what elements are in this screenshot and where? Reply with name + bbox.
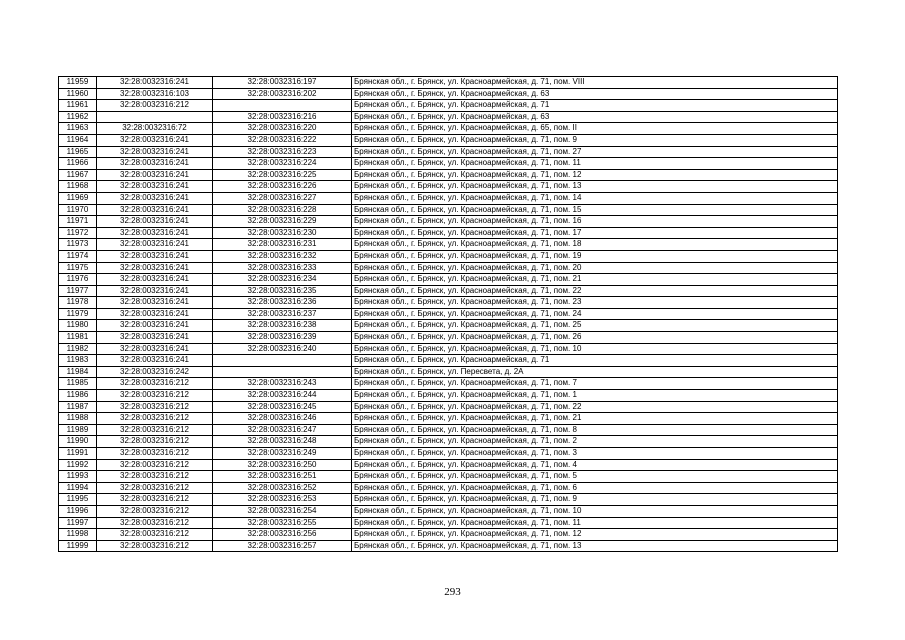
table-row [59, 204, 838, 216]
address-cell: Брянская обл., г. Брянск, ул. Красноармейская, д. 71, пом. 27 [352, 146, 838, 158]
cadastral-number-cell: 32:28:0032316:245 [213, 401, 352, 413]
address-cell: Брянская обл., г. Брянск, ул. Красноармейская, д. 71, пом. 20 [352, 262, 838, 274]
address-cell: Брянская обл., г. Брянск, ул. Красноармейская, д. 63 [352, 88, 838, 100]
cadastral-number-cell: 32:28:0032316:253 [213, 494, 352, 506]
row-number-cell: 11974 [59, 250, 97, 262]
parent-cadastral-number-cell: 32:28:0032316:241 [97, 216, 213, 228]
row-number-cell: 11989 [59, 424, 97, 436]
address-cell: Брянская обл., г. Брянск, ул. Красноармейская, д. 71, пом. 12 [352, 169, 838, 181]
address-cell: Брянская обл., г. Брянск, ул. Красноармейская, д. 65, пом. II [352, 123, 838, 135]
row-number-cell: 11981 [59, 332, 97, 344]
table-row [59, 88, 838, 100]
address-cell: Брянская обл., г. Брянск, ул. Красноармейская, д. 71, пом. 4 [352, 459, 838, 471]
parent-cadastral-number-cell: 32:28:0032316:103 [97, 88, 213, 100]
parent-cadastral-number-cell: 32:28:0032316:212 [97, 494, 213, 506]
parent-cadastral-number-cell: 32:28:0032316:241 [97, 285, 213, 297]
cadastral-number-cell: 32:28:0032316:236 [213, 297, 352, 309]
cadastral-number-cell: 32:28:0032316:244 [213, 390, 352, 402]
row-number-cell: 11967 [59, 169, 97, 181]
address-cell: Брянская обл., г. Брянск, ул. Пересвета, д. 2А [352, 366, 838, 378]
cadastral-number-cell: 32:28:0032316:246 [213, 413, 352, 425]
row-number-cell: 11992 [59, 459, 97, 471]
address-cell: Брянская обл., г. Брянск, ул. Красноармейская, д. 71, пом. 11 [352, 158, 838, 170]
cadastral-number-cell: 32:28:0032316:231 [213, 239, 352, 251]
table-row [59, 332, 838, 344]
cadastral-number-cell: 32:28:0032316:225 [213, 169, 352, 181]
parent-cadastral-number-cell: 32:28:0032316:212 [97, 482, 213, 494]
row-number-cell: 11996 [59, 505, 97, 517]
cadastral-number-cell: 32:28:0032316:254 [213, 505, 352, 517]
parent-cadastral-number-cell: 32:28:0032316:212 [97, 413, 213, 425]
cadastral-number-cell: 32:28:0032316:233 [213, 262, 352, 274]
table-row [59, 216, 838, 228]
address-cell: Брянская обл., г. Брянск, ул. Красноармейская, д. 71, пом. 1 [352, 390, 838, 402]
address-cell: Брянская обл., г. Брянск, ул. Красноармейская, д. 71, пом. 3 [352, 448, 838, 460]
parent-cadastral-number-cell: 32:28:0032316:212 [97, 100, 213, 112]
address-cell: Брянская обл., г. Брянск, ул. Красноармейская, д. 71, пом. 22 [352, 285, 838, 297]
row-number-cell: 11982 [59, 343, 97, 355]
row-number-cell: 11976 [59, 274, 97, 286]
address-cell: Брянская обл., г. Брянск, ул. Красноармейская, д. 71, пом. 26 [352, 332, 838, 344]
cadastral-number-cell: 32:28:0032316:239 [213, 332, 352, 344]
row-number-cell: 11975 [59, 262, 97, 274]
cadastral-number-cell: 32:28:0032316:222 [213, 134, 352, 146]
row-number-cell: 11984 [59, 366, 97, 378]
address-cell: Брянская обл., г. Брянск, ул. Красноармейская, д. 71, пом. 25 [352, 320, 838, 332]
row-number-cell: 11978 [59, 297, 97, 309]
address-cell: Брянская обл., г. Брянск, ул. Красноармейская, д. 71, пом. 2 [352, 436, 838, 448]
parent-cadastral-number-cell: 32:28:0032316:72 [97, 123, 213, 135]
address-cell: Брянская обл., г. Брянск, ул. Красноармейская, д. 71, пом. 9 [352, 494, 838, 506]
table-row [59, 100, 838, 112]
table-row [59, 123, 838, 135]
row-number-cell: 11987 [59, 401, 97, 413]
parent-cadastral-number-cell: 32:28:0032316:241 [97, 158, 213, 170]
parent-cadastral-number-cell: 32:28:0032316:212 [97, 471, 213, 483]
row-number-cell: 11960 [59, 88, 97, 100]
address-cell: Брянская обл., г. Брянск, ул. Красноармейская, д. 71, пом. 24 [352, 308, 838, 320]
parent-cadastral-number-cell: 32:28:0032316:241 [97, 169, 213, 181]
address-cell: Брянская обл., г. Брянск, ул. Красноармейская, д. 71 [352, 355, 838, 367]
cadastral-number-cell: 32:28:0032316:230 [213, 227, 352, 239]
address-cell: Брянская обл., г. Брянск, ул. Красноармейская, д. 71, пом. 6 [352, 482, 838, 494]
parent-cadastral-number-cell: 32:28:0032316:212 [97, 424, 213, 436]
cadastral-number-cell [213, 100, 352, 112]
table-row [59, 529, 838, 541]
parent-cadastral-number-cell: 32:28:0032316:212 [97, 401, 213, 413]
parent-cadastral-number-cell: 32:28:0032316:212 [97, 540, 213, 552]
table-row [59, 134, 838, 146]
cadastral-number-cell: 32:28:0032316:197 [213, 77, 352, 89]
address-cell: Брянская обл., г. Брянск, ул. Красноармейская, д. 71, пом. VIII [352, 77, 838, 89]
table-row [59, 448, 838, 460]
cadastral-number-cell [213, 355, 352, 367]
table-row [59, 401, 838, 413]
parent-cadastral-number-cell: 32:28:0032316:242 [97, 366, 213, 378]
parent-cadastral-number-cell: 32:28:0032316:241 [97, 77, 213, 89]
address-cell: Брянская обл., г. Брянск, ул. Красноармейская, д. 71, пом. 21 [352, 413, 838, 425]
cadastral-number-cell: 32:28:0032316:216 [213, 111, 352, 123]
row-number-cell: 11998 [59, 529, 97, 541]
parent-cadastral-number-cell: 32:28:0032316:241 [97, 262, 213, 274]
parent-cadastral-number-cell: 32:28:0032316:212 [97, 529, 213, 541]
parent-cadastral-number-cell: 32:28:0032316:241 [97, 332, 213, 344]
cadastral-number-cell: 32:28:0032316:235 [213, 285, 352, 297]
row-number-cell: 11959 [59, 77, 97, 89]
address-cell: Брянская обл., г. Брянск, ул. Красноармейская, д. 71, пом. 21 [352, 274, 838, 286]
parent-cadastral-number-cell: 32:28:0032316:241 [97, 297, 213, 309]
cadastral-number-cell: 32:28:0032316:247 [213, 424, 352, 436]
row-number-cell: 11964 [59, 134, 97, 146]
row-number-cell: 11990 [59, 436, 97, 448]
address-cell: Брянская обл., г. Брянск, ул. Красноармейская, д. 71, пом. 17 [352, 227, 838, 239]
cadastral-number-cell: 32:28:0032316:240 [213, 343, 352, 355]
cadastral-number-cell: 32:28:0032316:223 [213, 146, 352, 158]
page-number: 293 [444, 586, 461, 598]
table-row [59, 517, 838, 529]
cadastral-number-cell: 32:28:0032316:250 [213, 459, 352, 471]
table-body [59, 77, 838, 552]
cadastral-number-cell: 32:28:0032316:228 [213, 204, 352, 216]
parent-cadastral-number-cell: 32:28:0032316:241 [97, 274, 213, 286]
cadastral-number-cell: 32:28:0032316:251 [213, 471, 352, 483]
cadastral-number-cell: 32:28:0032316:249 [213, 448, 352, 460]
address-cell: Брянская обл., г. Брянск, ул. Красноармейская, д. 71, пом. 13 [352, 181, 838, 193]
address-cell: Брянская обл., г. Брянск, ул. Красноармейская, д. 71, пом. 10 [352, 343, 838, 355]
row-number-cell: 11988 [59, 413, 97, 425]
table-row [59, 482, 838, 494]
table-row [59, 169, 838, 181]
cadastral-number-cell [213, 366, 352, 378]
parent-cadastral-number-cell: 32:28:0032316:212 [97, 378, 213, 390]
parent-cadastral-number-cell: 32:28:0032316:241 [97, 239, 213, 251]
row-number-cell: 11970 [59, 204, 97, 216]
cadastral-number-cell: 32:28:0032316:227 [213, 192, 352, 204]
cadastral-number-cell: 32:28:0032316:243 [213, 378, 352, 390]
row-number-cell: 11965 [59, 146, 97, 158]
row-number-cell: 11966 [59, 158, 97, 170]
cadastral-number-cell: 32:28:0032316:220 [213, 123, 352, 135]
row-number-cell: 11971 [59, 216, 97, 228]
row-number-cell: 11962 [59, 111, 97, 123]
cadastral-number-cell: 32:28:0032316:202 [213, 88, 352, 100]
table-row [59, 158, 838, 170]
cadastral-number-cell: 32:28:0032316:226 [213, 181, 352, 193]
table-row [59, 192, 838, 204]
cadastral-number-cell: 32:28:0032316:229 [213, 216, 352, 228]
table-row [59, 181, 838, 193]
table-row [59, 355, 838, 367]
row-number-cell: 11993 [59, 471, 97, 483]
cadastral-number-cell: 32:28:0032316:234 [213, 274, 352, 286]
parent-cadastral-number-cell: 32:28:0032316:212 [97, 517, 213, 529]
parent-cadastral-number-cell: 32:28:0032316:241 [97, 355, 213, 367]
parent-cadastral-number-cell: 32:28:0032316:241 [97, 192, 213, 204]
table-row [59, 436, 838, 448]
cadastral-number-cell: 32:28:0032316:248 [213, 436, 352, 448]
address-cell: Брянская обл., г. Брянск, ул. Красноармейская, д. 71 [352, 100, 838, 112]
cadastral-number-cell: 32:28:0032316:256 [213, 529, 352, 541]
cadastral-number-cell: 32:28:0032316:257 [213, 540, 352, 552]
table-row [59, 262, 838, 274]
parent-cadastral-number-cell: 32:28:0032316:241 [97, 227, 213, 239]
parent-cadastral-number-cell: 32:28:0032316:212 [97, 448, 213, 460]
cadastral-number-cell: 32:28:0032316:237 [213, 308, 352, 320]
row-number-cell: 11961 [59, 100, 97, 112]
table-row [59, 308, 838, 320]
parent-cadastral-number-cell: 32:28:0032316:212 [97, 505, 213, 517]
address-cell: Брянская обл., г. Брянск, ул. Красноармейская, д. 71, пом. 8 [352, 424, 838, 436]
table-row [59, 297, 838, 309]
table-row [59, 111, 838, 123]
row-number-cell: 11980 [59, 320, 97, 332]
address-cell: Брянская обл., г. Брянск, ул. Красноармейская, д. 71, пом. 23 [352, 297, 838, 309]
table-row [59, 424, 838, 436]
row-number-cell: 11985 [59, 378, 97, 390]
row-number-cell: 11977 [59, 285, 97, 297]
table-row [59, 343, 838, 355]
parent-cadastral-number-cell: 32:28:0032316:212 [97, 459, 213, 471]
table-row [59, 250, 838, 262]
parent-cadastral-number-cell: 32:28:0032316:241 [97, 343, 213, 355]
parent-cadastral-number-cell: 32:28:0032316:212 [97, 390, 213, 402]
table-row [59, 378, 838, 390]
cadastral-number-cell: 32:28:0032316:232 [213, 250, 352, 262]
cadastral-number-cell: 32:28:0032316:224 [213, 158, 352, 170]
table-row [59, 459, 838, 471]
address-cell: Брянская обл., г. Брянск, ул. Красноармейская, д. 71, пом. 15 [352, 204, 838, 216]
table-row [59, 239, 838, 251]
address-cell: Брянская обл., г. Брянск, ул. Красноармейская, д. 71, пом. 16 [352, 216, 838, 228]
address-cell: Брянская обл., г. Брянск, ул. Красноармейская, д. 71, пом. 19 [352, 250, 838, 262]
cadastral-number-cell: 32:28:0032316:252 [213, 482, 352, 494]
address-cell: Брянская обл., г. Брянск, ул. Красноармейская, д. 71, пом. 9 [352, 134, 838, 146]
table-row [59, 77, 838, 89]
parent-cadastral-number-cell: 32:28:0032316:241 [97, 181, 213, 193]
row-number-cell: 11983 [59, 355, 97, 367]
row-number-cell: 11991 [59, 448, 97, 460]
table-row [59, 285, 838, 297]
address-cell: Брянская обл., г. Брянск, ул. Красноармейская, д. 71, пом. 5 [352, 471, 838, 483]
parent-cadastral-number-cell: 32:28:0032316:241 [97, 146, 213, 158]
row-number-cell: 11999 [59, 540, 97, 552]
row-number-cell: 11994 [59, 482, 97, 494]
address-cell: Брянская обл., г. Брянск, ул. Красноармейская, д. 71, пом. 18 [352, 239, 838, 251]
table-row [59, 505, 838, 517]
parent-cadastral-number-cell: 32:28:0032316:241 [97, 250, 213, 262]
table-row [59, 413, 838, 425]
address-cell: Брянская обл., г. Брянск, ул. Красноармейская, д. 71, пом. 22 [352, 401, 838, 413]
cadastral-table [58, 76, 838, 552]
row-number-cell: 11997 [59, 517, 97, 529]
row-number-cell: 11995 [59, 494, 97, 506]
row-number-cell: 11986 [59, 390, 97, 402]
table-row [59, 366, 838, 378]
address-cell: Брянская обл., г. Брянск, ул. Красноармейская, д. 71, пом. 14 [352, 192, 838, 204]
table-row [59, 227, 838, 239]
table-row [59, 540, 838, 552]
row-number-cell: 11969 [59, 192, 97, 204]
address-cell: Брянская обл., г. Брянск, ул. Красноармейская, д. 71, пом. 12 [352, 529, 838, 541]
address-cell: Брянская обл., г. Брянск, ул. Красноармейская, д. 71, пом. 11 [352, 517, 838, 529]
parent-cadastral-number-cell: 32:28:0032316:212 [97, 436, 213, 448]
parent-cadastral-number-cell [97, 111, 213, 123]
cadastral-number-cell: 32:28:0032316:255 [213, 517, 352, 529]
parent-cadastral-number-cell: 32:28:0032316:241 [97, 204, 213, 216]
table-row [59, 390, 838, 402]
table-row [59, 274, 838, 286]
row-number-cell: 11979 [59, 308, 97, 320]
cadastral-number-cell: 32:28:0032316:238 [213, 320, 352, 332]
address-cell: Брянская обл., г. Брянск, ул. Красноармейская, д. 71, пом. 10 [352, 505, 838, 517]
table-row [59, 320, 838, 332]
row-number-cell: 11973 [59, 239, 97, 251]
parent-cadastral-number-cell: 32:28:0032316:241 [97, 320, 213, 332]
address-cell: Брянская обл., г. Брянск, ул. Красноармейская, д. 63 [352, 111, 838, 123]
row-number-cell: 11968 [59, 181, 97, 193]
address-cell: Брянская обл., г. Брянск, ул. Красноармейская, д. 71, пом. 7 [352, 378, 838, 390]
table-row [59, 494, 838, 506]
table-row [59, 146, 838, 158]
parent-cadastral-number-cell: 32:28:0032316:241 [97, 134, 213, 146]
address-cell: Брянская обл., г. Брянск, ул. Красноармейская, д. 71, пом. 13 [352, 540, 838, 552]
table-row [59, 471, 838, 483]
row-number-cell: 11972 [59, 227, 97, 239]
parent-cadastral-number-cell: 32:28:0032316:241 [97, 308, 213, 320]
row-number-cell: 11963 [59, 123, 97, 135]
